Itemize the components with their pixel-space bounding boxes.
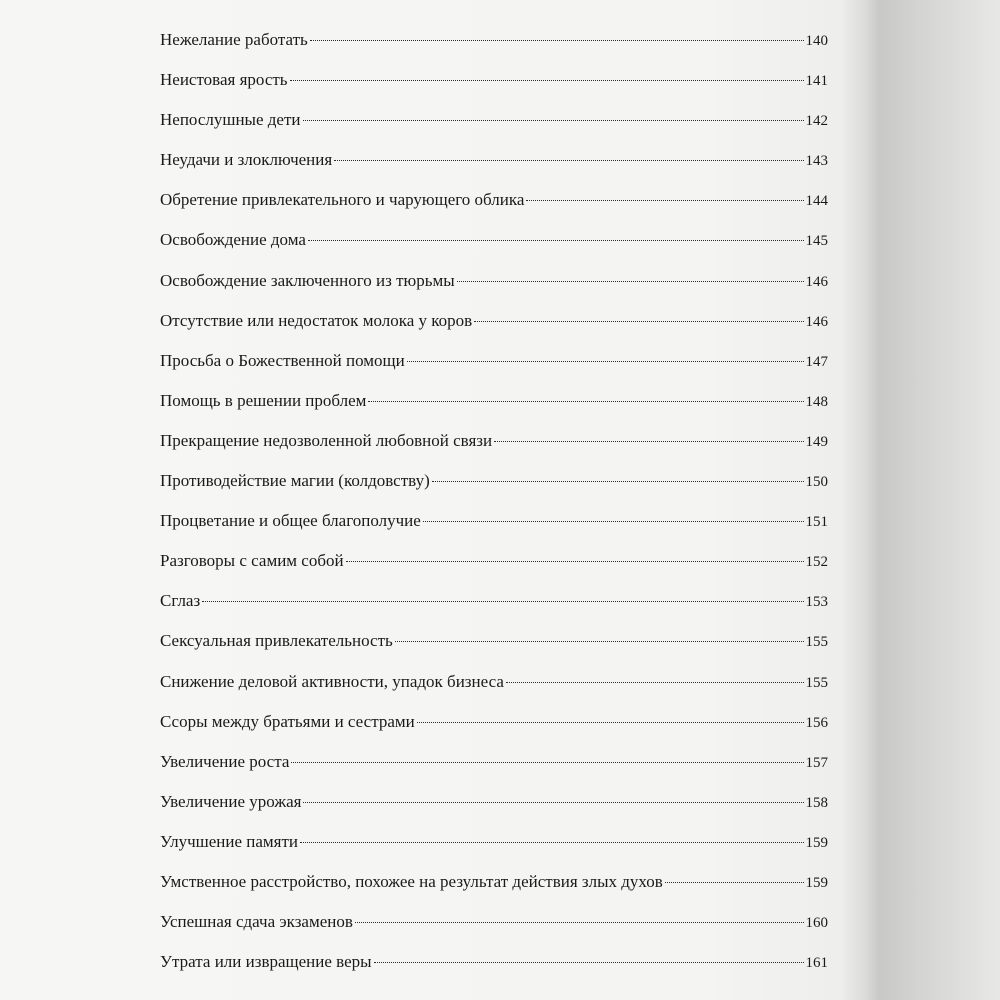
toc-entry	[160, 501, 828, 541]
dot-leader	[526, 200, 803, 201]
toc-entry	[160, 20, 828, 60]
toc-entry-title: Сексуальная привлекательность	[160, 631, 393, 651]
toc-entry	[160, 862, 828, 902]
dot-leader	[368, 401, 803, 402]
dot-leader	[494, 441, 803, 442]
dot-leader	[303, 120, 804, 121]
toc-entry-page: 160	[805, 915, 828, 932]
dot-leader	[334, 160, 803, 161]
toc-entry	[160, 902, 828, 942]
toc-entry	[160, 341, 828, 381]
toc-entry-title: Помощь в решении проблем	[160, 390, 367, 410]
toc-entry-title: Утрата или извращение веры	[160, 952, 372, 972]
toc-entry-title: Отсутствие или недостаток молока у коров	[160, 310, 473, 330]
dot-leader	[300, 842, 803, 843]
toc-entry-page: 140	[805, 33, 828, 49]
toc-entry-page: 152	[805, 554, 828, 571]
toc-entry-title: Противодействие магии (колдовству)	[160, 471, 430, 491]
toc-entry-page: 156	[805, 714, 828, 731]
toc-entry	[160, 60, 828, 100]
toc-entry-title: Освобождение заключенного из тюрьмы	[160, 270, 455, 290]
toc-entry-page: 141	[805, 73, 828, 90]
dot-leader	[355, 922, 804, 923]
dot-leader	[395, 641, 804, 642]
toc-entry-title: Успешная сдача экзаменов	[160, 912, 353, 932]
toc-entry	[160, 261, 828, 301]
toc-entry	[160, 581, 828, 621]
toc-entry-title: Процветание и общее благополучие	[160, 511, 421, 531]
toc-entry-title: Разговоры с самим собой	[160, 551, 344, 571]
toc-entry	[160, 782, 828, 822]
toc-entry-title: Улучшение памяти	[160, 831, 299, 851]
table-of-contents	[160, 20, 828, 982]
toc-entry-page: 143	[805, 153, 828, 170]
dot-leader	[432, 481, 804, 482]
toc-entry	[160, 662, 828, 702]
dot-leader	[423, 521, 804, 522]
toc-entry-title: Ссоры между братьями и сестрами	[160, 711, 415, 731]
dot-leader	[308, 240, 804, 241]
toc-entry-page: 149	[805, 433, 828, 450]
toc-entry	[160, 100, 828, 140]
toc-entry-title: Нежелание работать	[160, 30, 308, 49]
toc-entry-page: 153	[805, 594, 828, 611]
toc-entry-page: 157	[805, 754, 828, 771]
toc-entry-page: 161	[805, 955, 828, 972]
dot-leader	[290, 80, 804, 81]
toc-entry-title: Прекращение недозволенной любовной связи	[160, 430, 493, 450]
toc-entry-title: Освобождение дома	[160, 230, 306, 250]
dot-leader	[457, 281, 804, 282]
toc-entry-title: Обретение привлекательного и чарующего облика	[160, 190, 525, 210]
toc-entry-page: 158	[805, 794, 828, 811]
dot-leader	[506, 682, 804, 683]
dot-leader	[303, 802, 803, 803]
toc-entry-page: 151	[805, 514, 828, 531]
toc-entry	[160, 421, 828, 461]
toc-entry-page: 159	[805, 834, 828, 851]
dot-leader	[374, 962, 804, 963]
toc-entry-page: 146	[805, 273, 828, 290]
toc-entry-page: 155	[805, 674, 828, 691]
dot-leader	[665, 882, 804, 883]
toc-entry	[160, 742, 828, 782]
dot-leader	[310, 40, 804, 41]
toc-entry-page: 159	[805, 874, 828, 891]
toc-entry	[160, 180, 828, 220]
toc-entry-title: Неудачи и злоключения	[160, 150, 333, 170]
dot-leader	[474, 321, 803, 322]
toc-entry	[160, 381, 828, 421]
toc-entry	[160, 621, 828, 661]
toc-entry-page: 145	[805, 233, 828, 250]
toc-entry	[160, 541, 828, 581]
toc-entry-page: 147	[805, 353, 828, 370]
toc-entry-title: Просьба о Божественной помощи	[160, 350, 405, 370]
toc-entry-page: 150	[805, 474, 828, 491]
dot-leader	[346, 561, 804, 562]
toc-entry	[160, 822, 828, 862]
toc-entry-page: 148	[805, 393, 828, 410]
toc-entry-title: Непослушные дети	[160, 110, 301, 130]
toc-entry-title: Снижение деловой активности, упадок бизнеса	[160, 671, 504, 691]
toc-entry-title: Умственное расстройство, похожее на результат действия злых духов	[160, 871, 663, 891]
dot-leader	[202, 601, 803, 602]
toc-entry-title: Увеличение урожая	[160, 791, 302, 811]
toc-entry-page: 146	[805, 313, 828, 330]
toc-entry-page: 144	[805, 193, 828, 210]
dot-leader	[291, 762, 803, 763]
toc-entry-title: Сглаз	[160, 591, 201, 611]
toc-entry	[160, 220, 828, 260]
toc-entry	[160, 301, 828, 341]
toc-entry-page: 142	[805, 113, 828, 130]
toc-entry-title: Неистовая ярость	[160, 70, 288, 90]
toc-entry	[160, 461, 828, 501]
toc-entry	[160, 942, 828, 982]
toc-entry-page: 155	[805, 634, 828, 651]
dot-leader	[407, 361, 804, 362]
toc-entry	[160, 140, 828, 180]
toc-entry-title: Увеличение роста	[160, 751, 290, 771]
dot-leader	[417, 722, 804, 723]
toc-entry	[160, 702, 828, 742]
